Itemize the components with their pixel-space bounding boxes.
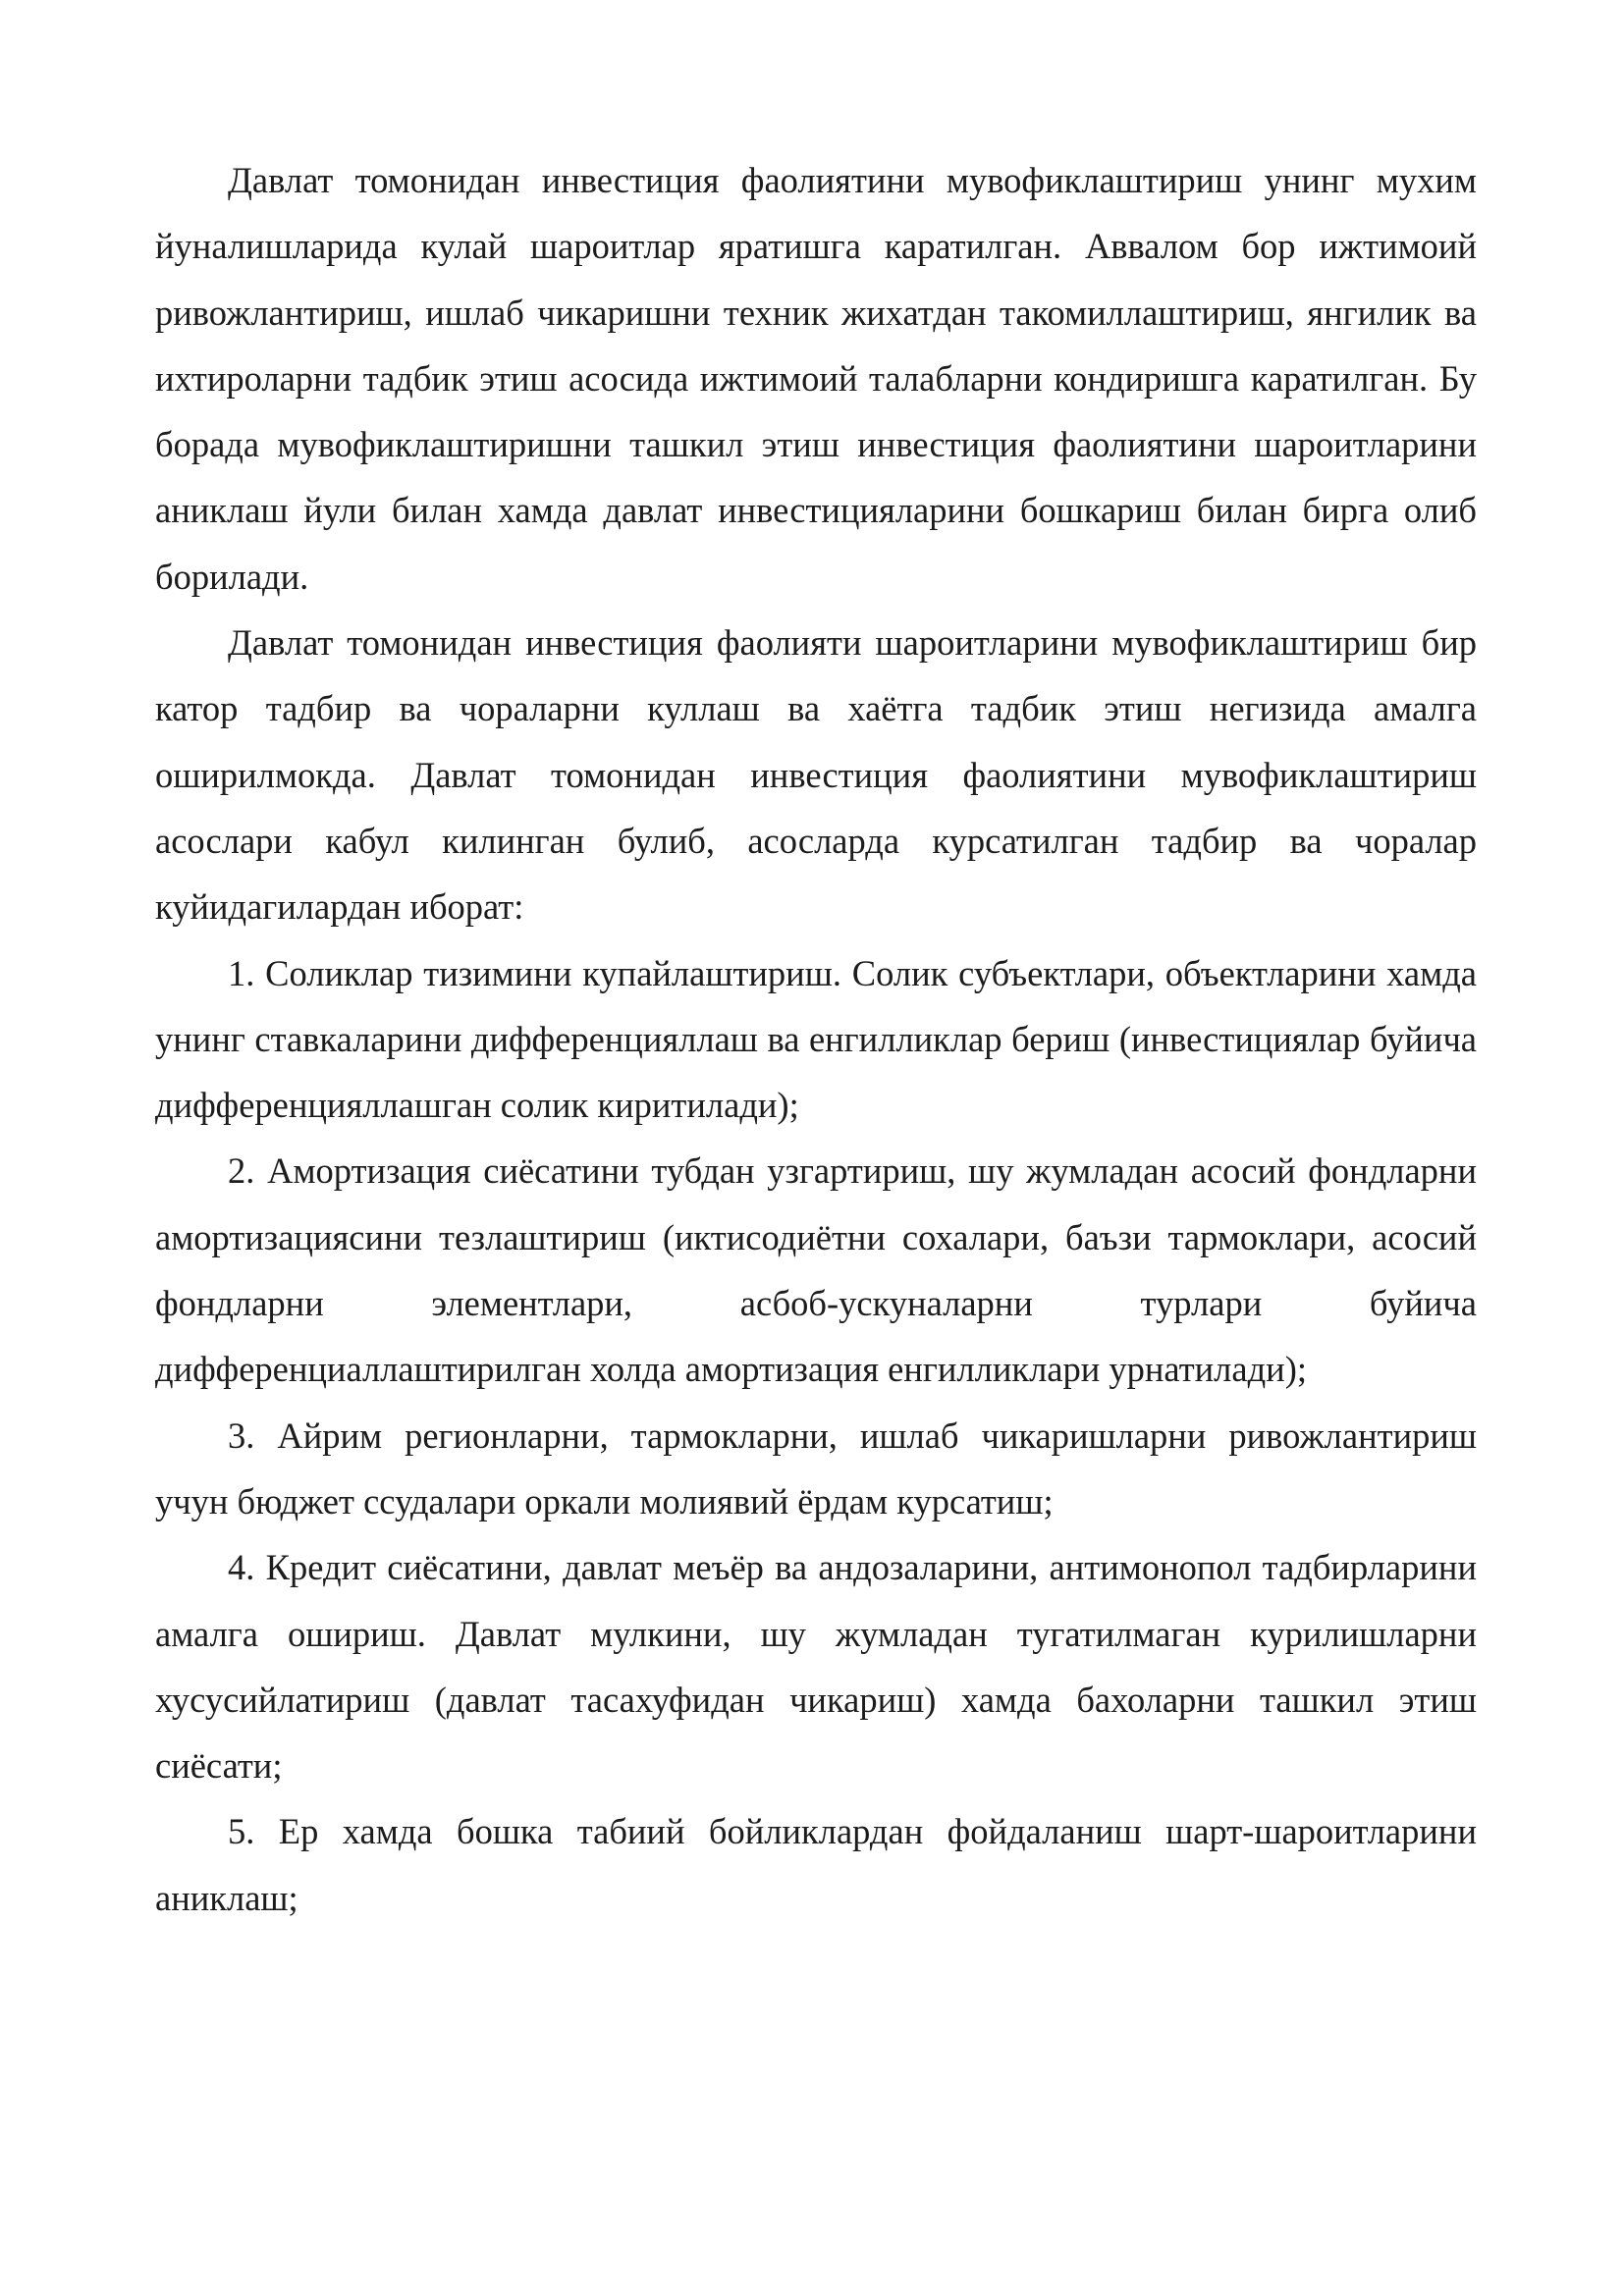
paragraph-measures: Давлат томонидан инвестиция фаолияти шароитларини мувофиклаштириш бир катор тадбир ва чораларни куллаш ва хаётга тадбик этиш негизида амалга оширилмокда. Давлат томонидан инвестиция фаолиятини мувофиклаштириш асослари кабул килинган булиб, асосларда курсатилган тадбир ва чоралар куйидагилардан иборат: <box>155 622 1477 928</box>
list-item-amortization: 2. Амортизация сиёсатини тубдан узгартириш, шу жумладан асосий фондларни амортизациясини тезлаштириш (иктисодиётни сохалари, баъзи тармоклари, асосий фондларни элементлари, асбоб-ускуналарни турлари буйича дифференциаллаштирилган холда амортизация енгилликлари урнатилади); <box>155 1150 1477 1390</box>
list-item-credit-policy: 4. Кредит сиёсатини, давлат меъёр ва андозаларини, антимонопол тадбирларини амалга ошириш. Давлат мулкини, шу жумладан тугатилмаган курилишларни хусусийлатириш (давлат тасахуфидан чикариш) хамда бахоларни ташкил этиш сиёсати; <box>155 1547 1477 1787</box>
list-item-regional-support: 3. Айрим регионларни, тармокларни, ишлаб чикаришларни ривожлантириш учун бюджет ссудалари оркали молиявий ёрдам курсатиш; <box>155 1415 1477 1522</box>
paragraph-intro: Давлат томонидан инвестиция фаолиятини мувофиклаштириш унинг мухим йуналишларида кулай шароитлар яратишга каратилган. Аввалом бор ижтимоий ривожлантириш, ишлаб чикаришни техник жихатдан такомиллаштириш, янгилик ва ихтироларни тадбик этиш асосида ижтимоий талабларни кондиришга каратилган. Бу борада мувофиклаштиришни ташкил этиш инвестиция фаолиятини шароитларини аниклаш йули билан хамда давлат инвестицияларини бошкариш билан бирга олиб борилади. <box>155 160 1477 597</box>
body-text <box>155 147 1477 1931</box>
list-item-land-resources: 5. Ер хамда бошка табиий бойликлардан фойдаланиш шарт-шароитларини аниклаш; <box>155 1811 1477 1918</box>
list-item-taxes: 1. Соликлар тизимини купайлаштириш. Солик субъектлари, объектларини хамда унинг ставкаларини дифференцияллаш ва енгилликлар бериш (инвестициялар буйича дифференцияллашган солик киритилади); <box>155 952 1477 1126</box>
